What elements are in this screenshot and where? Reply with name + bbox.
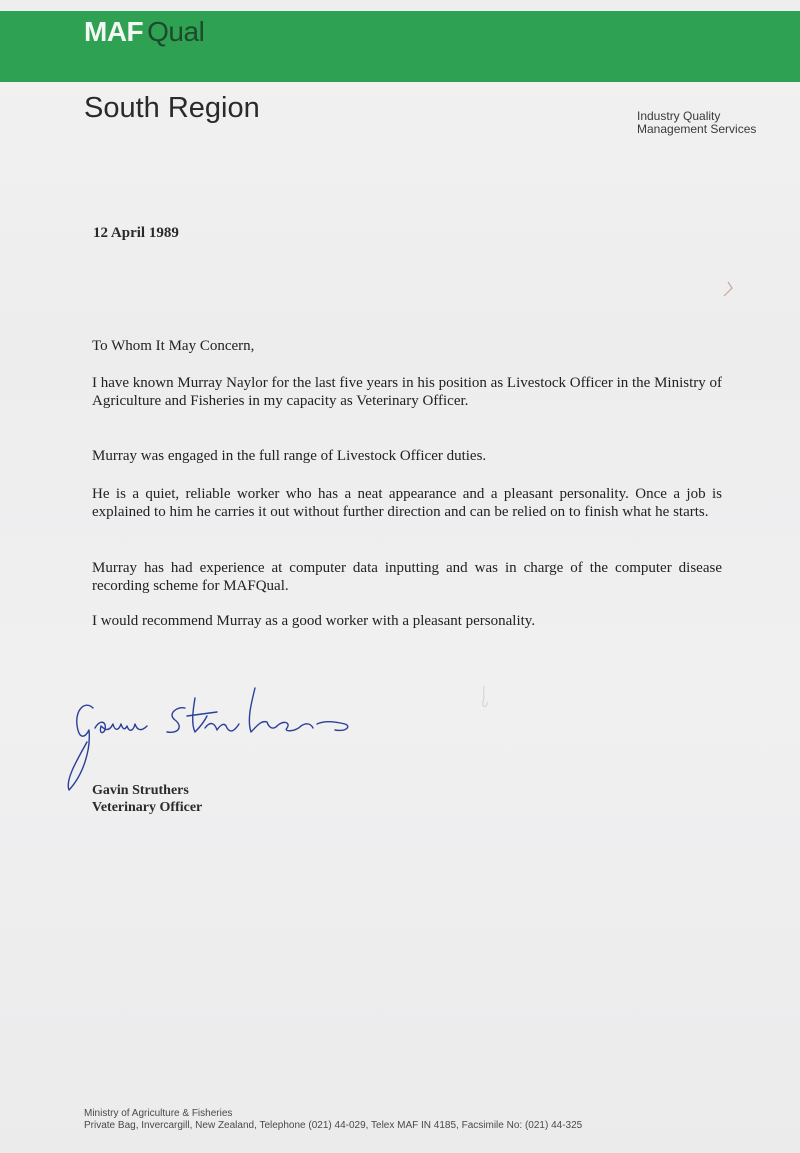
services-line-2: Management Services — [637, 122, 757, 136]
footer-line-2: Private Bag, Invercargill, New Zealand, Telephone (021) 44-029, Telex MAF IN 4185, Facsimile No: (021) 44-325 — [84, 1120, 583, 1131]
services-line-1: Industry Quality — [637, 109, 721, 123]
faint-mark-icon — [478, 682, 492, 712]
brand-logo — [84, 16, 204, 48]
footer-address — [84, 1108, 582, 1132]
paper-top-edge — [0, 0, 800, 11]
salutation: To Whom It May Concern, — [92, 338, 255, 354]
paragraph-1: I have known Murray Naylor for the last five years in his position as Livestock Officer in the Ministry of Agriculture and Fisheries in my capacity as Veterinary Officer. — [92, 375, 722, 409]
region-title: South Region — [84, 92, 260, 124]
letter-date: 12 April 1989 — [93, 225, 179, 241]
paragraph-5: I would recommend Murray as a good worker with a pleasant personality. — [92, 613, 536, 629]
paragraph-4: Murray has had experience at computer data inputting and was in charge of the computer disease recording scheme for MAFQual. — [92, 560, 722, 594]
services-label — [637, 110, 756, 136]
ink-mark-icon — [718, 280, 738, 300]
signature-icon — [55, 680, 375, 800]
signer-title: Veterinary Officer — [92, 800, 203, 815]
brand-maf: MAF — [84, 16, 144, 47]
signer-name: Gavin Struthers — [92, 783, 189, 798]
paragraph-2: Murray was engaged in the full range of Livestock Officer duties. — [92, 448, 487, 464]
paragraph-3: He is a quiet, reliable worker who has a neat appearance and a pleasant personality. Once a job is explained to him he carries it out without further direction and can be relied on to finish what he starts. — [92, 486, 722, 520]
footer-line-1: Ministry of Agriculture & Fisheries — [84, 1108, 233, 1119]
brand-qual: Qual — [147, 16, 205, 47]
